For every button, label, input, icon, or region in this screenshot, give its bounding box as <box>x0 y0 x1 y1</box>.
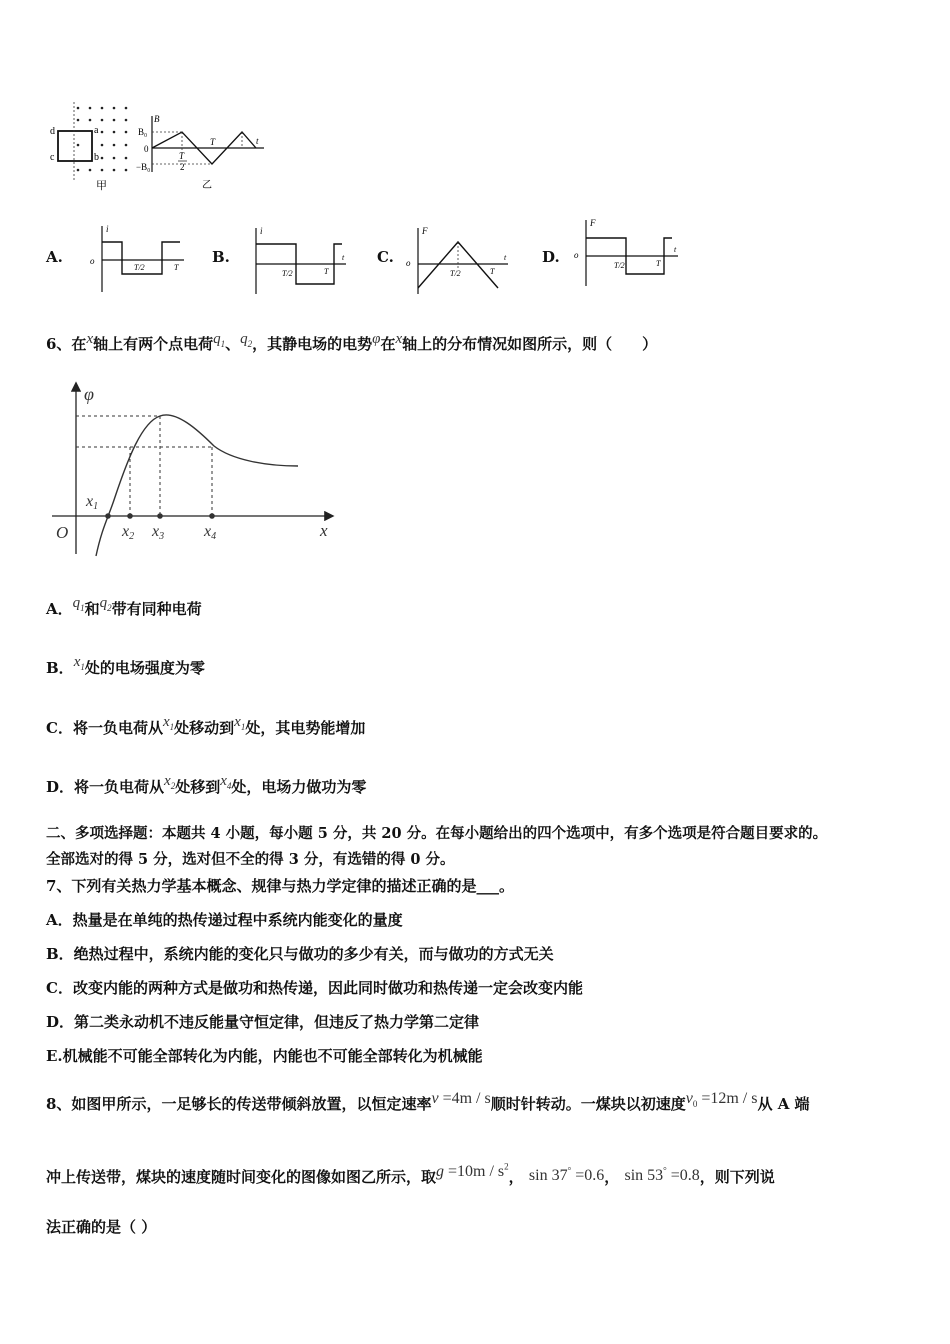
q8-stem-line2: 冲上传送带，煤块的速度随时间变化的图像如图乙所示，取$g =10m / s^2$， sin 37° =0.6， sin 53° =0.8，则下列说 <box>46 1161 775 1186</box>
q6-option-a[interactable]: A．$q_1$和$q_2$带有同种电荷 <box>46 595 202 618</box>
axis-f-c: F <box>422 226 428 236</box>
t-c: t <box>504 253 507 262</box>
q8-stem-line3: 法正确的是（ ） <box>46 1218 157 1236</box>
q5-option-d-letter[interactable]: D. <box>542 248 560 266</box>
q7-option-d[interactable]: D．第二类永动机不违反能量守恒定律，但违反了热力学第二定律 <box>46 1013 480 1031</box>
half-a: T/2 <box>134 263 145 272</box>
t-b: t <box>342 253 345 262</box>
corner-d: d <box>50 126 55 137</box>
var-x-2: x <box>395 331 403 347</box>
force-wave-c <box>418 242 498 288</box>
b-label: B <box>154 114 160 124</box>
x4-label: x4 <box>204 523 217 542</box>
phi-label: φ <box>84 384 94 404</box>
x-axis-label: x <box>320 521 328 540</box>
q7-option-e[interactable]: E.机械能不可能全部转化为内能，内能也不可能全部转化为机械能 <box>46 1047 483 1065</box>
half-b: T/2 <box>282 269 293 278</box>
axis-i-a: i <box>106 224 109 234</box>
half-c: T/2 <box>450 269 461 278</box>
q5-option-c-graph <box>404 224 514 298</box>
var-q2: $q_2$ <box>240 331 253 349</box>
t-label: t <box>256 136 259 146</box>
x1-label: x1 <box>86 493 99 512</box>
half-t-num: T <box>179 151 185 161</box>
q6-stem: 6、在x轴上有两个点电荷$q_1$、$q_2$，其静电场的电势φ在x轴上的分布情况如图所示，则（ ） <box>46 331 658 353</box>
fig5-jia-svg <box>44 100 132 192</box>
origin-label: O <box>56 523 69 542</box>
fig5-yi-svg <box>138 112 268 192</box>
q6-option-d[interactable]: D．将一负电荷从$x_2$处移到$x_4$处，电场力做功为零 <box>46 773 367 796</box>
speed-v: v =4m / s <box>431 1090 491 1107</box>
full-a: T <box>174 263 179 272</box>
var-q1: $q_1$ <box>213 331 226 349</box>
x3-label: x3 <box>152 523 165 542</box>
fig5-yi <box>138 112 268 192</box>
q5-option-c-letter[interactable]: C. <box>377 248 394 266</box>
q5-option-b-graph <box>242 224 352 298</box>
q7-option-a[interactable]: A．热量是在单纯的热传递过程中系统内能变化的量度 <box>46 911 403 929</box>
q6-potential-graph <box>46 378 346 560</box>
corner-c: c <box>50 152 55 163</box>
b0-label: B₀ <box>138 127 148 137</box>
var-phi: φ <box>372 331 381 347</box>
x2-label: x2 <box>122 523 135 542</box>
full-b: T <box>324 267 329 276</box>
origin-c: o <box>406 258 411 268</box>
section2-heading: 二、多项选择题：本题共 4 小题，每小题 5 分，共 20 分。在每小题给出的四个选项中，有多个选项是符合题目要求的。 <box>46 825 828 842</box>
q5-option-a-graph <box>88 222 188 296</box>
point-x1 <box>105 513 111 519</box>
gravity-g: $g =10m / s^2$ <box>436 1161 509 1180</box>
sin37: sin 37° =0.6 <box>528 1165 605 1184</box>
origin-d: o <box>574 250 579 260</box>
q6-graph-svg <box>46 378 346 560</box>
corner-b: b <box>94 152 99 163</box>
fig5-jia <box>44 100 132 192</box>
q5-option-b-letter[interactable]: B. <box>212 248 230 266</box>
jia-label: 甲 <box>96 180 107 192</box>
var-x: x <box>86 331 94 347</box>
full-d: T <box>656 259 661 268</box>
q7-option-c[interactable]: C．改变内能的两种方式是做功和热传递，因此同时做功和热传递一定会改变内能 <box>46 979 583 997</box>
axis-f-d: F <box>590 218 596 228</box>
half-t-den: 2 <box>180 162 185 172</box>
axis-i-b: i <box>260 226 263 236</box>
full-t: T <box>210 137 216 147</box>
t-d: t <box>674 245 677 254</box>
q7-option-b[interactable]: B．绝热过程中，系统内能的变化只与做功的多少有关，而与做功的方式无关 <box>46 945 554 963</box>
neg-b0-label: −B₀ <box>136 162 151 172</box>
coil-square <box>58 131 92 161</box>
sin53: sin 53° =0.8 <box>624 1165 700 1184</box>
q5-option-a-letter[interactable]: A. <box>46 248 63 266</box>
origin-a: o <box>90 256 95 266</box>
q5-option-d-graph <box>572 216 684 290</box>
point-x2 <box>127 513 133 519</box>
point-x4 <box>209 513 215 519</box>
q6-option-c[interactable]: C．将一负电荷从$x_1$处移动到$x_1$处，其电势能增加 <box>46 714 366 737</box>
origin-0: 0 <box>144 144 149 154</box>
half-d: T/2 <box>614 261 625 270</box>
q7-stem: 7、下列有关热力学基本概念、规律与热力学定律的描述正确的是___。 <box>46 877 514 895</box>
q8-stem-line1: 8、如图甲所示，一足够长的传送带倾斜放置，以恒定速率v =4m / s顺时针转动。一煤块以初速度$v_0 =12m / s$从 A 端 <box>46 1090 810 1113</box>
q6-option-b[interactable]: B．$x_1$处的电场强度为零 <box>46 654 205 677</box>
point-x3 <box>157 513 163 519</box>
section2-scoring: 全部选对的得 5 分，选对但不全的得 3 分，有选错的得 0 分。 <box>46 851 455 868</box>
corner-a: a <box>94 125 99 136</box>
yi-label: 乙 <box>202 180 212 191</box>
speed-v0: $v_0 =12m / s$ <box>685 1090 758 1110</box>
full-c: T <box>490 267 495 276</box>
